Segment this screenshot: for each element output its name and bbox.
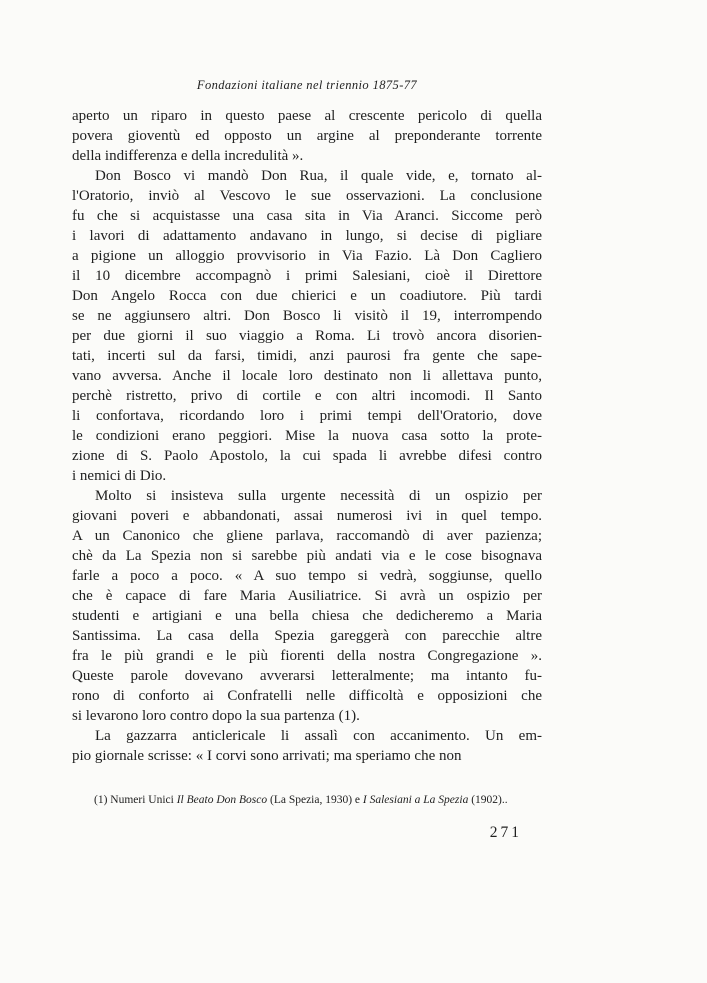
running-header: Fondazioni italiane nel triennio 1875-77	[196, 78, 418, 92]
text-line: si levarono loro contro dopo la sua partenza (1).	[72, 708, 360, 724]
text-line: studenti e artigiani e una bella chiesa che dedicheremo a Maria	[72, 608, 542, 624]
text-line: l'Oratorio, inviò al Vescovo le sue osservazioni. La conclusione	[72, 188, 542, 204]
footnote-title: Il Beato Don Bosco	[176, 794, 268, 806]
text-line: tati, incerti sul da farsi, timidi, anzi paurosi fra gente che sape-	[72, 348, 542, 364]
text-line: Don Angelo Rocca con due chierici e un coadiutore. Più tardi	[72, 288, 542, 304]
text-line: per due giorni il suo viaggio a Roma. Li trovò ancora disorien-	[72, 328, 542, 344]
text-line: che è capace di fare Maria Ausiliatrice. Si avrà un ospizio per	[72, 588, 542, 604]
text-line: chè da La Spezia non si sarebbe più andati via e le cose bisognava	[72, 548, 542, 564]
text-line: zione di S. Paolo Apostolo, la cui spada li avrebbe difesi contro	[72, 448, 542, 464]
text-line: Molto si insisteva sulla urgente necessità di un ospizio per	[95, 488, 542, 504]
text-line: perchè ristretto, privo di cortile e con altri incomodi. Il Santo	[72, 388, 542, 404]
text-line: se ne aggiunsero altri. Don Bosco li visitò il 19, interrompendo	[72, 308, 542, 324]
text-line: fu che si acquistasse una casa sita in Via Aranci. Siccome però	[72, 208, 542, 224]
footnote-title: I Salesiani a La Spezia	[362, 794, 469, 806]
text-line: Queste parole dovevano avverarsi letteralmente; ma intanto fu-	[72, 668, 542, 684]
text-line: Santissima. La casa della Spezia gareggerà con parecchie altre	[72, 628, 542, 644]
text-line: rono di conforto ai Confratelli nelle difficoltà e opposizioni che	[72, 688, 542, 704]
text-line: Don Bosco vi mandò Don Rua, il quale vide, e, tornato al-	[95, 168, 542, 184]
text-line: A un Canonico che gliene parlava, raccomandò di aver pazienza;	[72, 528, 542, 544]
text-line: povera gioventù ed opposto un argine al preponderante torrente	[72, 128, 542, 144]
footnote-text: (1902)..	[468, 794, 508, 806]
text-line: pio giornale scrisse: « I corvi sono arrivati; ma speriamo che non	[72, 748, 462, 764]
text-line: aperto un riparo in questo paese al crescente pericolo di quella	[72, 108, 542, 124]
page-number: 271	[489, 824, 522, 841]
footnote	[72, 793, 542, 808]
text-line: i nemici di Dio.	[72, 468, 167, 484]
text-line: della indifferenza e della incredulità ».	[72, 148, 304, 164]
text-line: a pigione un alloggio provvisorio in Via Fazio. Là Don Cagliero	[72, 248, 542, 264]
text-line: li confortava, ricordando loro i primi tempi dell'Oratorio, dove	[72, 408, 542, 424]
text-line: La gazzarra anticlericale li assalì con accanimento. Un em-	[95, 728, 542, 744]
text-line: giovani poveri e abbandonati, assai numerosi ivi in quel tempo.	[72, 508, 542, 524]
text-line: le condizioni erano peggiori. Mise la nuova casa sotto la prote-	[72, 428, 542, 444]
body-text	[72, 106, 542, 766]
footnote-text: (La Spezia, 1930) e	[267, 794, 363, 806]
text-line: fra le più grandi e le più fiorenti della nostra Congregazione ».	[72, 648, 542, 664]
text-line: il 10 dicembre accompagnò i primi Salesiani, cioè il Direttore	[72, 268, 542, 284]
text-line: farle a poco a poco. « A suo tempo si vedrà, soggiunse, quello	[72, 568, 542, 584]
text-line: i lavori di adattamento andavano in lungo, si decise di pigliare	[72, 228, 542, 244]
footnote-text: (1) Numeri Unici	[94, 794, 177, 806]
text-line: vano avversa. Anche il locale loro destinato non li allettava punto,	[72, 368, 542, 384]
